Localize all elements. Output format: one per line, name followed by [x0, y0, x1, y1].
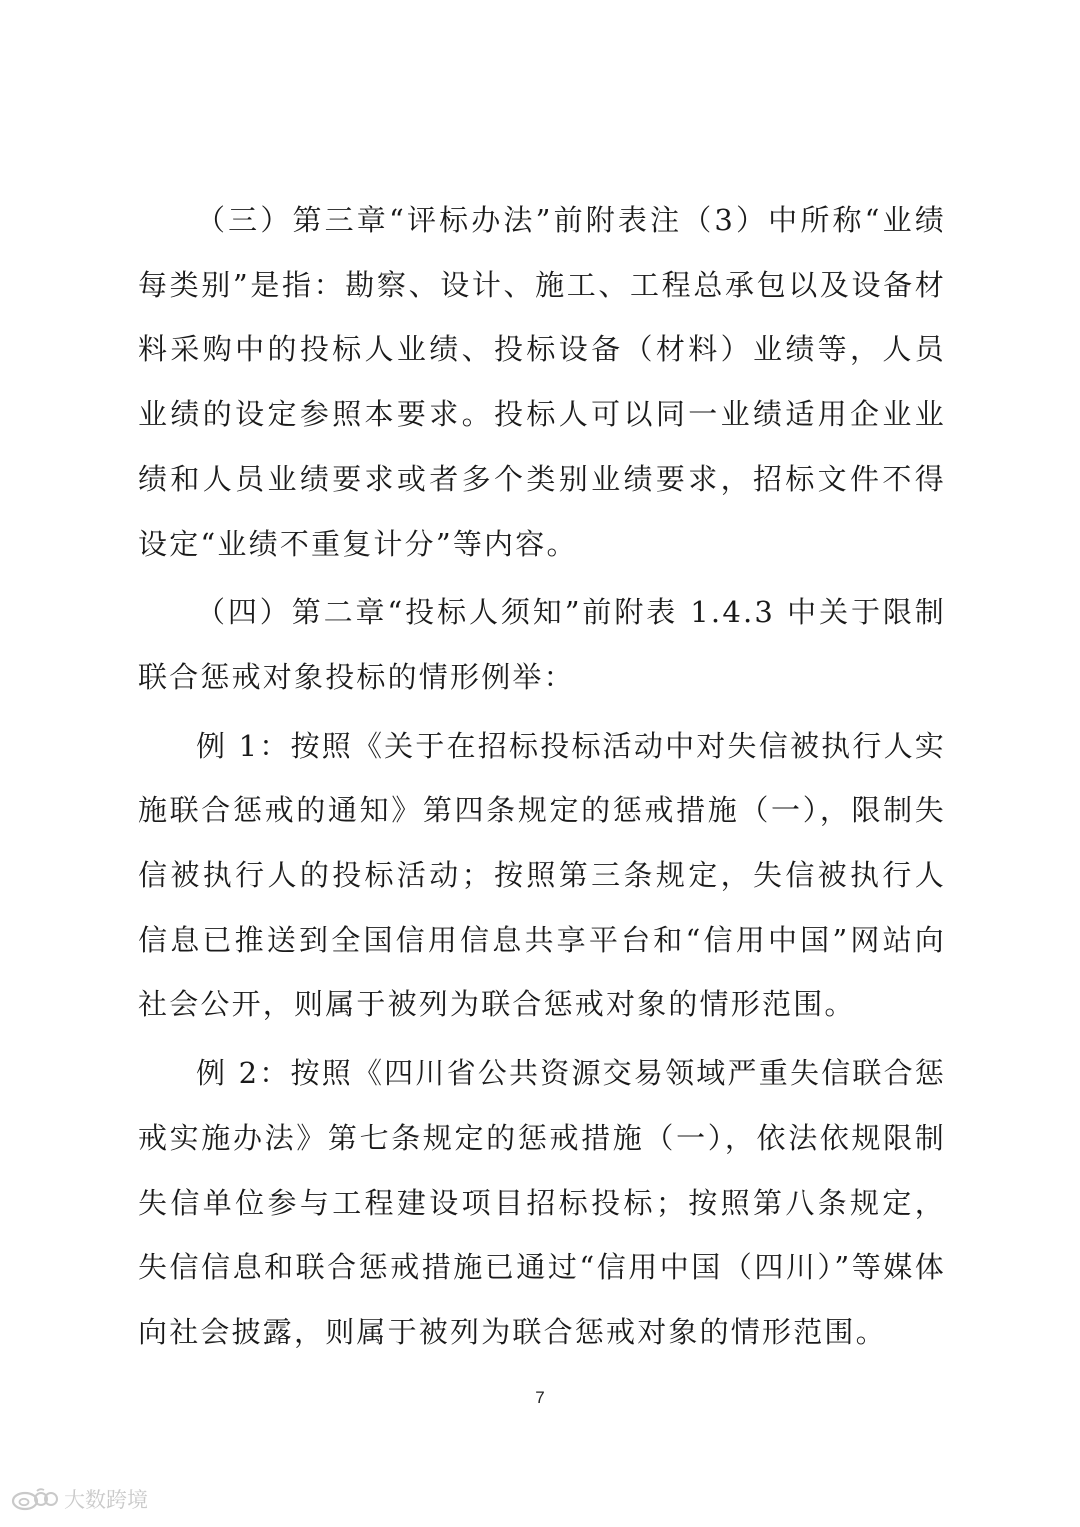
paragraph-example-2: 例 2：按照《四川省公共资源交易领域严重失信联合惩戒实施办法》第七条规定的惩戒措施（一），依法依规限制失信单位参与工程建设项目招标投标；按照第八条规定，失信信息和联合惩戒措施已通过“信用中国（四川）”等媒体向社会披露，则属于被列为联合惩戒对象的情形范围。: [138, 1056, 946, 1349]
body-text: [138, 188, 946, 1369]
watermark-text: 大数跨境: [64, 1488, 148, 1512]
page-number: 7: [535, 1388, 545, 1407]
paragraph-example-1: 例 1：按照《关于在招标投标活动中对失信被执行人实施联合惩戒的通知》第四条规定的惩戒措施（一），限制失信被执行人的投标活动；按照第三条规定，失信被执行人信息已推送到全国信用信息共享平台和“信用中国”网站向社会公开，则属于被列为联合惩戒对象的情形范围。: [138, 728, 946, 1022]
weibo-logo-icon: [10, 1486, 58, 1512]
paragraph-4-joint-punishment: （四）第二章“投标人须知”前附表 1.4.3 中关于限制联合惩戒对象投标的情形例举：: [138, 595, 946, 694]
paragraph-3-performance-category: （三）第三章“评标办法”前附表注（3）中所称“业绩每类别”是指：勘察、设计、施工、工程总承包以及设备材料采购中的投标人业绩、投标设备（材料）业绩等，人员业绩的设定参照本要求。投标人可以同一业绩适用企业业绩和人员业绩要求或者多个类别业绩要求，招标文件不得设定“业绩不重复计分”等内容。: [138, 203, 946, 561]
watermark: [10, 1484, 148, 1514]
